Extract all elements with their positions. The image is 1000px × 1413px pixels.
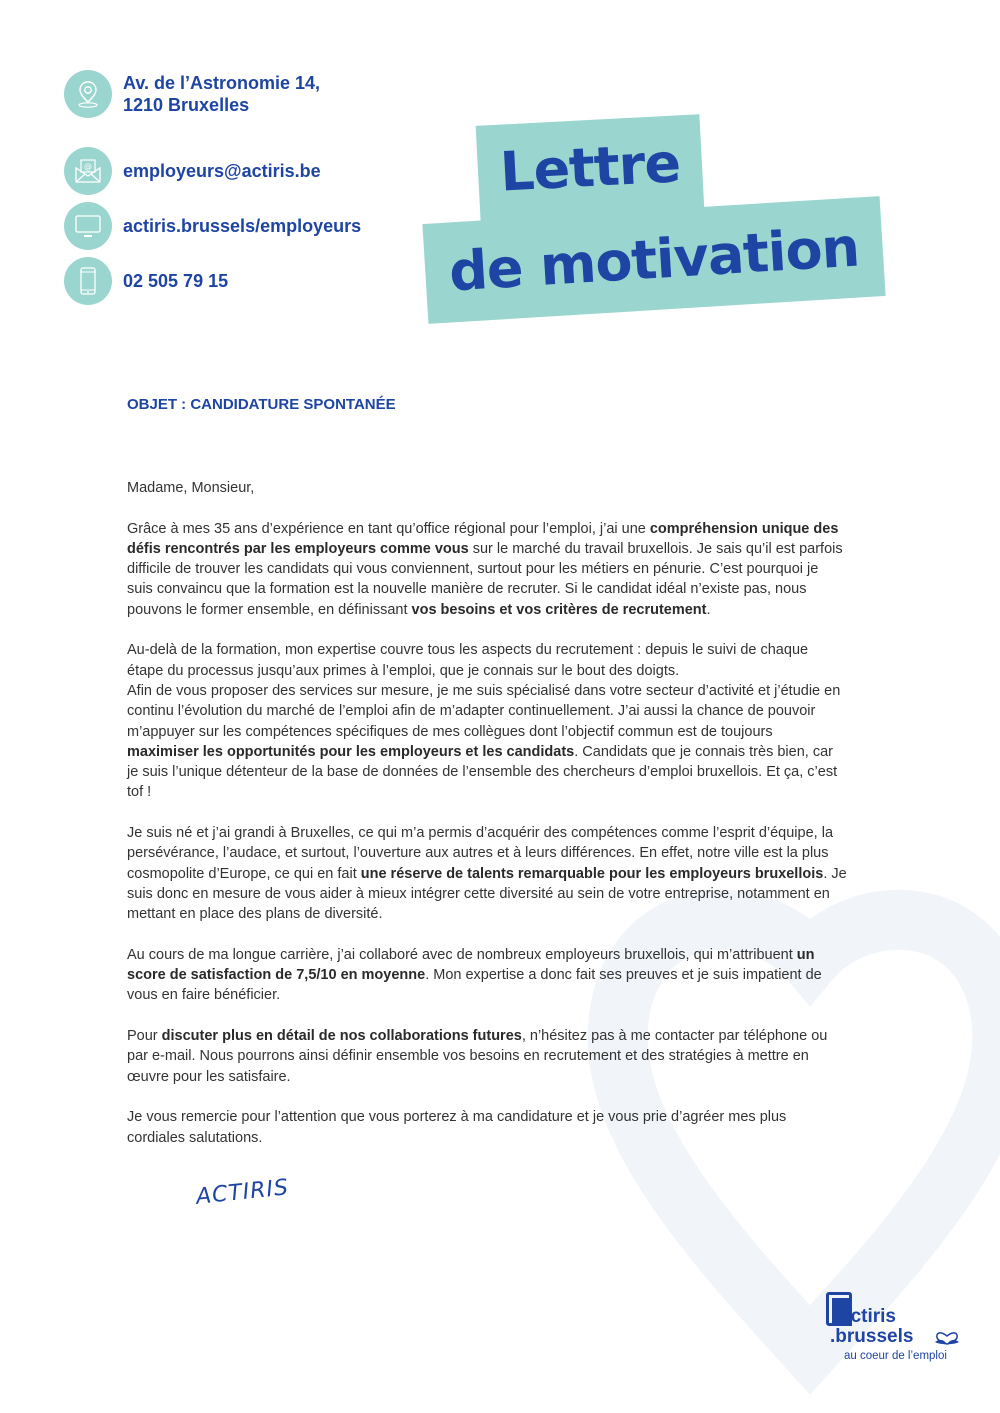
- letter-subject: OBJET : CANDIDATURE SPONTANÉE: [127, 396, 396, 413]
- monitor-icon: [64, 202, 112, 250]
- email-link[interactable]: employeurs@actiris.be: [123, 161, 321, 181]
- logo-line-1: actiris: [840, 1306, 896, 1327]
- contact-address: [64, 70, 444, 118]
- paragraph-5: Pour discuter plus en détail de nos collaborations futures, n’hésitez pas à me contacter par téléphone ou par e-mail. Nous pourrons ainsi définir ensemble vos besoins en recrutement et des stratégies à mettre en œuvre pour les satisfaire.: [127, 1028, 828, 1085]
- title-box-line-1: [476, 114, 705, 222]
- contact-phone[interactable]: [64, 257, 444, 305]
- address-line-1: Av. de l’Astronomie 14,: [123, 73, 321, 93]
- paragraph-2a: Au-delà de la formation, mon expertise couvre tous les aspects du recrutement : depuis le suivi de chaque étape du processus jusqu’aux primes à l’emploi, que je connais sur le bout des doigts.: [127, 642, 809, 679]
- smartphone-icon: [64, 257, 112, 305]
- svg-text:@: @: [84, 162, 92, 171]
- paragraph-6: Je vous remercie pour l’attention que vous porterez à ma candidature et je vous prie d’agréer mes plus cordiales salutations.: [127, 1109, 787, 1146]
- envelope-icon: [64, 147, 112, 195]
- logo-tagline: au coeur de l’emploi: [844, 1350, 947, 1362]
- phone-link[interactable]: 02 505 79 15: [123, 271, 229, 291]
- logo-line-2: .brussels: [830, 1326, 914, 1347]
- paragraph-3: Je suis né et j’ai grandi à Bruxelles, ce qui m’a permis d’acquérir des compétences comme l’esprit d’équipe, la persévérance, l’audace, et surtout, l’ouverture aux autres et à leurs différences. En effet, notre ville est la plus cosmopolite d’Europe, ce qui en fait une réserve de talents remarquable pour les employeurs bruxellois. Je suis donc en mesure de vous aider à mieux intégrer cette diversité au sein de votre entreprise, notamment en mettant en place des plans de diversité.: [127, 825, 847, 923]
- actiris-logo: [826, 1292, 966, 1372]
- contact-email[interactable]: [64, 147, 444, 195]
- address-line-2: 1210 Bruxelles: [123, 95, 250, 115]
- salutation: Madame, Monsieur,: [127, 480, 255, 496]
- letter-body: [127, 478, 847, 1168]
- map-pin-icon: [64, 70, 112, 118]
- title-line-2: de motivation: [447, 215, 861, 304]
- paragraph-4: Au cours de ma longue carrière, j’ai collaboré avec de nombreux employeurs bruxellois, qui m’attribuent un score de satisfaction de 7,5/10 en moyenne. Mon expertise a donc fait ses preuves et je suis impatient de vous en faire bénéficier.: [127, 946, 822, 1004]
- signature: ACTIRIS: [194, 1175, 291, 1210]
- contact-website[interactable]: [64, 202, 444, 250]
- paragraph-2b: Afin de vous proposer des services sur mesure, je me suis spécialisé dans votre secteur d’activité et j’étudie en continu l’évolution du marché de l’emploi afin de m’adapter continuellement. J’ai aussi la chance de pouvoir m’appuyer sur les compétences spécifiques de mes collègues dont l’objectif commun est de toujours maximiser les opportunités pour les employeurs et les candidats. Candidats que je connais très bien, car je suis l’unique détenteur de la base de données de l’ensemble des chercheurs d’emploi bruxellois. Et ça, c’est tof !: [127, 682, 841, 801]
- website-link[interactable]: actiris.brussels/employeurs: [123, 216, 362, 236]
- title-line-1: Lettre: [498, 131, 682, 204]
- paragraph-1: Grâce à mes 35 ans d’expérience en tant qu’office régional pour l’emploi, j’ai une compréhension unique des défis rencontrés par les employeurs comme vous sur le marché du travail bruxellois. Je sais qu’il est parfois difficile de trouver les candidats qui vous conviennent, surtout pour les métiers en pénurie. C’est pourquoi je suis convaincu que la formation est la nouvelle manière de recruter. Si le candidat idéal n’existe pas, nous pouvons le former ensemble, en définissant vos besoins et vos critères de recrutement.: [127, 520, 843, 618]
- heart-logo-icon: [934, 1330, 960, 1346]
